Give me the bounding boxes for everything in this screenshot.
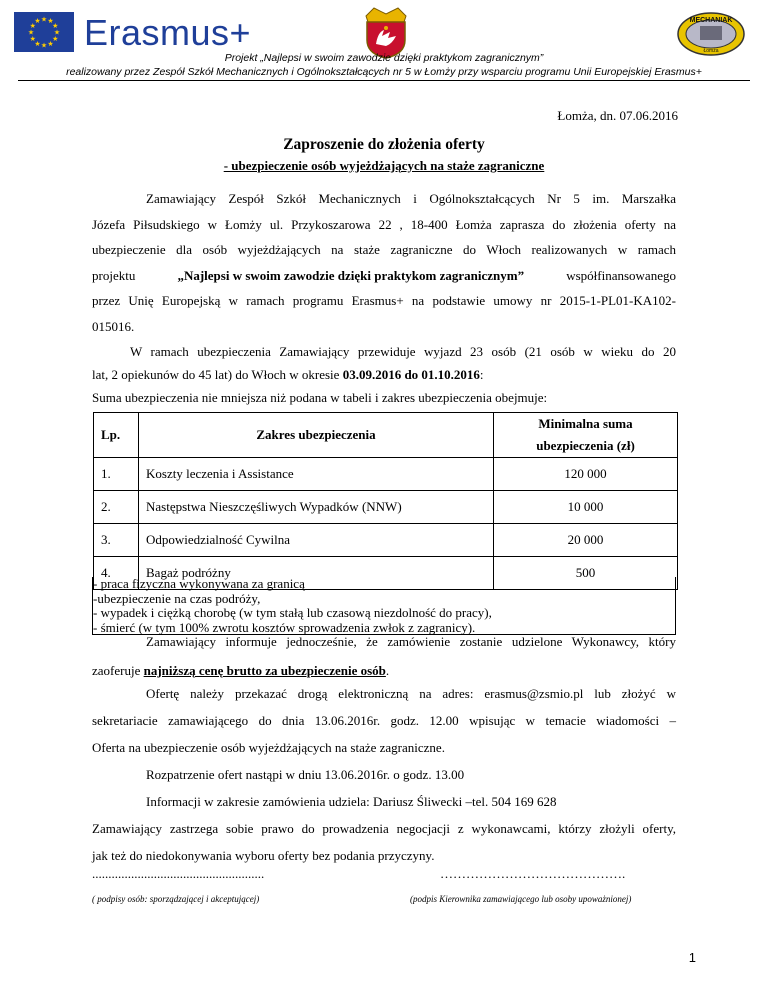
- svg-text:★: ★: [52, 22, 59, 30]
- submission-line: Oferta na ubezpieczenie osób wyjeżdżających na staże zagraniczne.: [92, 740, 445, 755]
- document-title: Zaproszenie do złożenia oferty: [283, 136, 485, 153]
- row-lp: 2.: [94, 491, 139, 524]
- row-scope: Koszty leczenia i Assistance: [139, 458, 494, 491]
- svg-text:★: ★: [40, 41, 48, 50]
- svg-text:★: ★: [27, 28, 35, 37]
- note-item: -ubezpieczenie na czas podróży,: [93, 590, 261, 606]
- row-value: 10 000: [494, 491, 678, 524]
- intro-line: ubezpieczenie dla osób wyjeżdżających na staże zagraniczne do Włoch realizowanych w ramach: [92, 242, 676, 257]
- row-value: 120 000: [494, 458, 678, 491]
- review-line: Rozpatrzenie ofert nastąpi w dniu 13.06.2016r. o godz. 13.00: [146, 767, 465, 782]
- award-line: Zamawiający informuje jednocześnie, że zamówienie zostanie udzielone Wykonawcy, który: [146, 634, 676, 649]
- intro-line: projektu „Najlepsi w swoim zawodzie dzięki praktykom zagranicznym” współfinansowanego: [92, 267, 676, 283]
- right-signature-line: …………………………………….: [440, 866, 626, 881]
- row-lp: 1.: [94, 458, 139, 491]
- mechaniak-school-logo: [676, 12, 746, 56]
- row-lp: 4.: [94, 557, 139, 590]
- table-row: [94, 524, 678, 557]
- realization-line: realizowany przez Zespół Szkół Mechanicznych i Ogólnokształcących nr 5 w Łomży przy wsparciu programu Unii Europejskiej Erasmus+: [66, 66, 702, 78]
- svg-text:★: ★: [47, 39, 54, 48]
- row-value: 20 000: [494, 524, 678, 557]
- header-divider: [18, 80, 750, 81]
- document-subtitle: - ubezpieczenie osób wyjeżdżających na staże zagraniczne: [223, 158, 545, 173]
- header-lp: Lp.: [94, 413, 139, 458]
- left-signature-caption: ( podpisy osób: sporządzającej i akceptującej): [92, 894, 260, 904]
- left-signature-line: .....................................................: [92, 866, 265, 881]
- award-line: zaoferuje najniższą cenę brutto za ubezpieczenie osób.: [92, 663, 390, 678]
- insurance-table: [93, 412, 678, 590]
- table-row: [94, 491, 678, 524]
- row-value: 500: [494, 557, 678, 590]
- reservation-line: jak też do niedokonywania wyboru oferty bez podania przyczyny.: [92, 848, 435, 863]
- intro-line: Zamawiający Zespół Szkół Mechanicznych i Ogólnokształcących Nr 5 im. Marszałka: [146, 191, 676, 206]
- schedule-paragraph: [92, 761, 676, 815]
- table-header-row: [94, 413, 678, 458]
- submission-paragraph: [92, 680, 676, 761]
- intro-line: przez Unię Europejską w ramach programu Erasmus+ na podstawie umowy nr 2015-1-PL01-KA102-: [92, 293, 676, 308]
- scope-line: W ramach ubezpieczenia Zamawiający przewiduje wyjazd 23 osób (21 osób w wieku do 20: [130, 344, 676, 359]
- svg-text:★: ★: [52, 35, 59, 43]
- row-scope: Odpowiedzialność Cywilna: [139, 524, 494, 557]
- svg-text:★: ★: [34, 39, 41, 48]
- project-line: Projekt „Najlepsi w swoim zawodzie dzięki praktykom zagranicznym”: [224, 52, 544, 64]
- right-signature-caption: (podpis Kierownika zamawiającego lub osoby upoważnionej): [410, 894, 632, 904]
- date-line: Łomża, dn. 07.06.2016: [557, 108, 678, 123]
- scope-paragraph: [92, 340, 676, 409]
- svg-text:★: ★: [29, 35, 36, 43]
- intro-line: 015016.: [92, 318, 135, 334]
- note-item: - praca fizyczna wykonywana za granicą: [93, 576, 305, 591]
- row-scope: Bagaż podróżny: [139, 557, 494, 590]
- reservation-line: Zamawiający zastrzega sobie prawo do prowadzenia negocjacji z wykonawcami, którzy złożyli oferty,: [92, 821, 676, 836]
- intro-paragraph: [92, 186, 676, 339]
- svg-text:★: ★: [29, 22, 36, 30]
- svg-text:★: ★: [47, 17, 54, 26]
- note-item: - wypadek i ciężką chorobę (w tym stałą lub czasową niezdolność do pracy),: [93, 605, 492, 620]
- header-scope: Zakres ubezpieczenia: [139, 413, 494, 458]
- scope-line: Suma ubezpieczenia nie mniejsza niż podana w tabeli i zakres ubezpieczenia obejmuje:: [92, 390, 548, 405]
- row-scope: Następstwa Nieszczęśliwych Wypadków (NNW): [139, 491, 494, 524]
- header-min-sum: Minimalna suma ubezpieczenia (zł): [494, 413, 678, 458]
- page-number: 1: [688, 950, 696, 965]
- school-logo-city: Łomża: [703, 48, 719, 54]
- table-row: [94, 458, 678, 491]
- award-paragraph: [92, 634, 676, 684]
- contact-line: Informacji w zakresie zamówienia udziela: Dariusz Śliwecki –tel. 504 169 628: [146, 794, 557, 809]
- svg-text:★: ★: [53, 28, 61, 37]
- intro-line: Józefa Piłsudskiego w Łomży ul. Przykoszarowa 22 , 18-400 Łomża zaprasza do złożenia oferty na: [92, 216, 676, 232]
- scope-line: lat, 2 opiekunów do 45 lat) do Włoch w okresie 03.09.2016 do 01.10.2016:: [92, 367, 484, 382]
- eu-flag-icon: [14, 12, 74, 52]
- coverage-notes: [92, 577, 676, 635]
- school-logo-text: MECHANIAK: [689, 17, 733, 24]
- erasmus-plus-logo: Erasmus+: [84, 12, 252, 53]
- reservation-paragraph: [92, 815, 676, 869]
- submission-line: sekretariacie zamawiającego do dnia 13.06.2016r. godz. 12.00 wpisując w temacie wiadomości –: [92, 713, 676, 728]
- note-item: - śmierć (w tym 100% zwrotu kosztów sprowadzenia zwłok z zagranicy).: [93, 619, 476, 635]
- row-lp: 3.: [94, 524, 139, 557]
- submission-line: Ofertę należy przekazać drogą elektroniczną na adres: erasmus@zsmio.pl lub złożyć w: [146, 686, 676, 701]
- svg-text:★: ★: [34, 17, 41, 26]
- svg-text:★: ★: [40, 15, 48, 24]
